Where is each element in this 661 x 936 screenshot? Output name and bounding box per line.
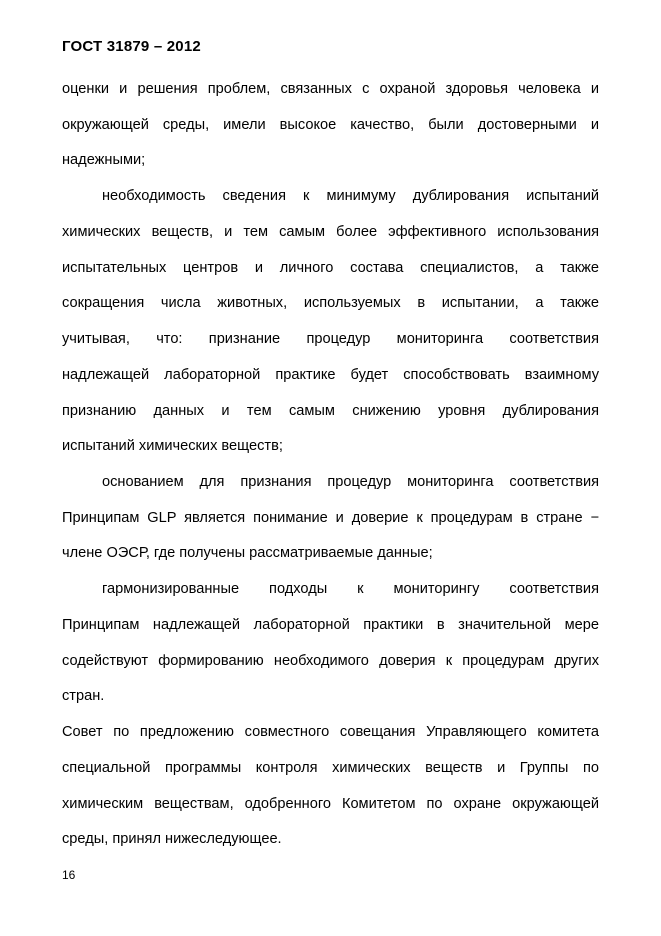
text-line: Совет по предложению совместного совещания Управляющего комитета [62, 724, 599, 740]
text-line: необходимость сведения к минимуму дублирования испытаний [102, 188, 599, 204]
text-line: среды, принял нижеследующее. [62, 831, 282, 847]
text-line: гармонизированные подходы к мониторингу соответствия [102, 581, 599, 597]
text-line: надлежащей лабораторной практике будет способствовать взаимному [62, 367, 599, 383]
text-line: Принципам GLP является понимание и доверие к процедурам в стране − [62, 510, 599, 526]
text-line: химических веществ, и тем самым более эффективного использования [62, 224, 599, 240]
text-line: сокращения числа животных, используемых в испытании, а также [62, 295, 599, 311]
text-line: оценки и решения проблем, связанных с охраной здоровья человека и [62, 81, 599, 97]
text-line: химическим веществам, одобренного Комитетом по охране окружающей [62, 796, 599, 812]
text-line: специальной программы контроля химических веществ и Группы по [62, 760, 599, 776]
text-line: учитывая, что: признание процедур мониторинга соответствия [62, 331, 599, 347]
text-line: окружающей среды, имели высокое качество, были достоверными и [62, 117, 599, 133]
text-line: испытаний химических веществ; [62, 438, 283, 454]
text-line: основанием для признания процедур мониторинга соответствия [102, 474, 599, 490]
text-line: Принципам надлежащей лабораторной практики в значительной мере [62, 617, 599, 633]
text-line: содействуют формированию необходимого доверия к процедурам других [62, 653, 599, 669]
page-number: 16 [62, 868, 76, 882]
text-line: признанию данных и тем самым снижению уровня дублирования [62, 403, 599, 419]
document-header: ГОСТ 31879 – 2012 [62, 38, 201, 55]
text-line: члене ОЭСР, где получены рассматриваемые данные; [62, 545, 433, 561]
text-line: испытательных центров и личного состава специалистов, а также [62, 260, 599, 276]
text-line: стран. [62, 688, 105, 704]
text-line: надежными; [62, 152, 146, 168]
